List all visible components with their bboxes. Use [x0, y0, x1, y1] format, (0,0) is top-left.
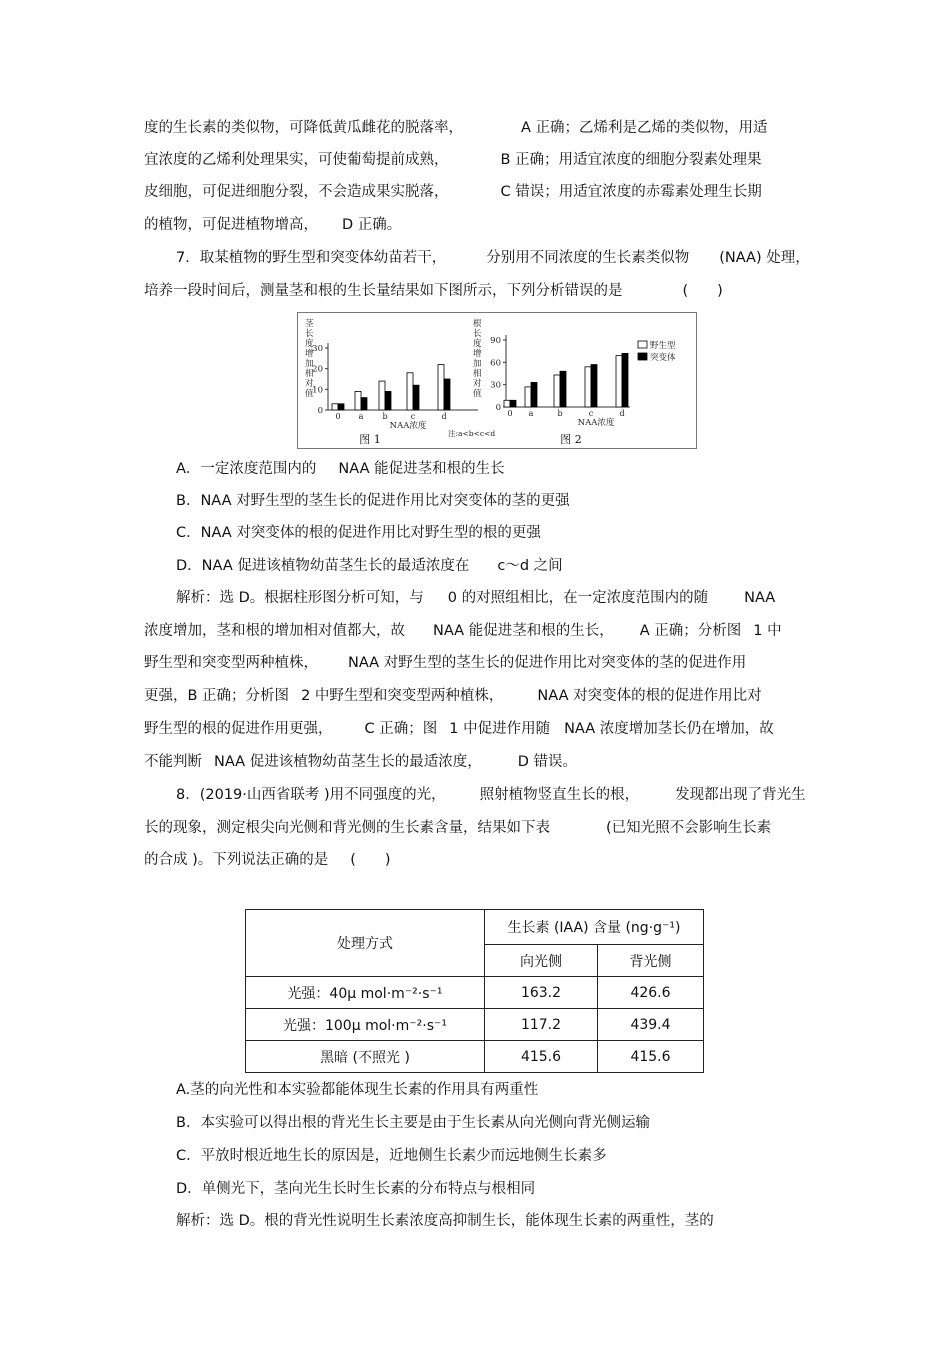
- value-cell: 426.6: [598, 977, 704, 1009]
- header-treatment: 处理方式: [246, 910, 485, 977]
- chart-y-tick-label: 30: [490, 380, 501, 391]
- chart-bar-wild-type: [585, 367, 591, 407]
- text-line: [144, 150, 762, 170]
- chart-x-tick-label: d: [441, 412, 447, 421]
- treatment-cell: 黑暗 (不照光 ): [246, 1041, 485, 1073]
- chart-y-tick-label: 0: [317, 406, 323, 416]
- text-span: 解析：选 D。根据柱形图分析可知，与: [176, 590, 424, 606]
- chart-bar-mutant: [361, 398, 367, 410]
- table-header-row: [246, 910, 704, 945]
- text-span: D 正确。: [342, 217, 402, 233]
- chart-bar-mutant: [385, 391, 391, 410]
- analysis-line: [144, 621, 782, 641]
- text-span: 的合成 )。下列说法正确的是: [144, 852, 329, 868]
- chart-y-tick-label: 10: [312, 385, 323, 396]
- iaa-table: [245, 909, 704, 1073]
- text-span: 解析：选 D。根的背光性说明生长素浓度高抑制生长，能体现生长素的两重性，茎的: [176, 1213, 714, 1229]
- text-span: ( ): [682, 283, 723, 299]
- option-d: [176, 1179, 535, 1199]
- value-cell: 439.4: [598, 1009, 704, 1041]
- text-span: A 正确；乙烯利是乙烯的类似物，用适: [521, 120, 768, 136]
- chart-bar-mutant: [444, 379, 450, 410]
- chart-bar-mutant: [531, 382, 537, 407]
- text-span: 0 的对照组相比，在一定浓度范围内的随: [447, 590, 709, 606]
- chart-bar-mutant: [510, 400, 516, 407]
- chart-bar-wild-type: [504, 400, 510, 407]
- chart-y-tick-label: 20: [312, 364, 323, 375]
- chart-x-tick-label: 0: [507, 409, 513, 418]
- text-span: (NAA) 处理，: [719, 250, 810, 266]
- chart-bar-mutant: [413, 385, 419, 410]
- text-span: C．NAA 对突变体的根的促进作用比对野生型的根的更强: [176, 525, 541, 541]
- value-cell: 415.6: [598, 1041, 704, 1073]
- text-span: A.茎的向光性和本实验都能体现生长素的作用具有两重性: [176, 1082, 539, 1098]
- analysis-line: [144, 686, 762, 706]
- text-span: 1 中: [753, 623, 782, 639]
- text-span: 度的生长素的类似物，可降低黄瓜雌花的脱落率，: [144, 120, 463, 136]
- chart-bar-wild-type: [379, 381, 385, 410]
- chart-y-axis-label: 根长度增加相对值: [473, 319, 482, 399]
- chart-x-tick-label: c: [410, 412, 416, 421]
- table-row: [246, 977, 704, 1009]
- text-span: 的植物，可促进植物增高，: [144, 217, 318, 233]
- text-line: [144, 118, 768, 138]
- text-span: A 正确；分析图: [639, 623, 742, 639]
- text-span: 野生型的根的促进作用更强，: [144, 721, 333, 737]
- text-span: 发现都出现了背光生: [675, 787, 806, 803]
- value-cell: 415.6: [485, 1041, 598, 1073]
- chart-x-tick-label: d: [619, 409, 625, 418]
- chart-bar-wild-type: [554, 375, 560, 407]
- text-span: (已知光照不会影响生长素: [606, 820, 772, 836]
- chart-y-tick-label: 90: [490, 336, 501, 346]
- chart-legend-swatch: [638, 341, 647, 348]
- option-c: [176, 1146, 607, 1166]
- chart-x-tick-label: a: [358, 412, 364, 421]
- text-span: C．平放时根近地生长的原因是，近地侧生长素少而远地侧生长素多: [176, 1148, 607, 1164]
- text-span: 照射植物竖直生长的根，: [479, 787, 640, 803]
- chart-y-tick-label: 0: [495, 403, 501, 413]
- table-row: [246, 1041, 704, 1073]
- text-span: 2 中野生型和突变型两种植株，: [301, 688, 504, 704]
- text-span: D．NAA 促进该植物幼苗茎生长的最适浓度在: [176, 558, 470, 574]
- chart-x-tick-label: c: [588, 409, 594, 418]
- option-a: [176, 1080, 538, 1100]
- header-iaa-content: 生长素 (IAA) 含量 (ng·g⁻¹): [485, 910, 704, 945]
- text-span: 不能判断: [144, 754, 202, 770]
- text-span: 长的现象，测定根尖向光侧和背光侧的生长素含量，结果如下表: [144, 820, 550, 836]
- figure-bar-charts: [297, 312, 697, 449]
- text-span: NAA 能促进茎和根的生长: [338, 461, 505, 477]
- text-span: 分别用不同浓度的生长素类似物: [486, 250, 690, 266]
- chart-y-tick-label: 60: [490, 358, 501, 369]
- text-span: A．一定浓度范围内的: [176, 461, 317, 477]
- option-d: [176, 556, 563, 576]
- text-span: 8．(2019·山西省联考 )用不同强度的光，: [176, 787, 446, 803]
- text-span: NAA 能促进茎和根的生长，: [433, 623, 614, 639]
- text-span: B．本实验可以得出根的背光生长主要是由于生长素从向光侧向背光侧运输: [176, 1115, 650, 1131]
- value-cell: 163.2: [485, 977, 598, 1009]
- text-span: B．NAA 对野生型的茎生长的促进作用比对突变体的茎的更强: [176, 493, 570, 509]
- chart-x-axis-label: NAA浓度: [577, 418, 615, 428]
- text-span: NAA 对突变体的根的促进作用比对: [537, 688, 762, 704]
- option-b: [176, 1113, 650, 1133]
- question-8-stem: [176, 785, 806, 805]
- text-span: NAA 对野生型的茎生长的促进作用比对突变体的茎的促进作用: [348, 655, 747, 671]
- analysis-line: [144, 653, 746, 673]
- chart-note: 注:a<b<c<d: [448, 429, 496, 438]
- text-span: NAA 浓度增加茎长仍在增加，故: [564, 721, 774, 737]
- chart-bar-wild-type: [525, 387, 531, 407]
- question-8-stem: [144, 818, 771, 838]
- chart-svg: [298, 313, 696, 448]
- chart-bar-mutant: [591, 365, 597, 407]
- treatment-cell: 光强：40μ mol·m⁻²·s⁻¹: [246, 977, 485, 1009]
- chart-x-tick-label: a: [528, 409, 534, 418]
- text-span: c～d 之间: [497, 558, 563, 574]
- text-span: 培养一段时间后，测量茎和根的生长量结果如下图所示，下列分析错误的是: [144, 283, 623, 299]
- text-span: ( ): [350, 852, 391, 868]
- chart-bar-wild-type: [332, 404, 338, 410]
- chart-y-tick-label: 30: [312, 344, 323, 354]
- text-span: 7．取某植物的野生型和突变体幼苗若干，: [176, 250, 447, 266]
- analysis-line: [144, 719, 774, 739]
- chart-title: 图 2: [560, 433, 582, 446]
- header-light-side: 向光侧: [485, 945, 598, 977]
- chart-title: 图 1: [359, 433, 381, 446]
- text-span: NAA: [744, 590, 776, 606]
- text-span: D．单侧光下，茎向光生长时生长素的分布特点与根相同: [176, 1181, 536, 1197]
- table-row: [246, 1009, 704, 1041]
- text-line: [144, 215, 401, 235]
- text-span: D 错误。: [517, 754, 577, 770]
- treatment-cell: 光强：100μ mol·m⁻²·s⁻¹: [246, 1009, 485, 1041]
- text-span: NAA 促进该植物幼苗茎生长的最适浓度，: [214, 754, 482, 770]
- analysis-line: [176, 588, 775, 608]
- option-c: [176, 523, 541, 543]
- chart-bar-mutant: [622, 353, 628, 407]
- chart-legend-label: 野生型: [650, 341, 676, 351]
- chart-x-tick-label: 0: [335, 412, 341, 421]
- text-span: 宜浓度的乙烯利处理果实，可使葡萄提前成熟，: [144, 152, 449, 168]
- chart-y-axis-label: 茎长度增加相对值: [305, 319, 314, 399]
- chart-x-tick-label: b: [557, 409, 563, 418]
- text-span: 皮细胞，可促进细胞分裂，不会造成果实脱落，: [144, 184, 449, 200]
- header-shade-side: 背光侧: [598, 945, 704, 977]
- value-cell: 117.2: [485, 1009, 598, 1041]
- text-span: 1 中促进作用随: [449, 721, 551, 737]
- text-span: B 正确；用适宜浓度的细胞分裂素处理果: [500, 152, 762, 168]
- chart-x-tick-label: b: [382, 412, 388, 421]
- analysis-line: [176, 1211, 714, 1231]
- chart-x-axis-label: NAA浓度: [389, 421, 427, 431]
- option-b: [176, 491, 570, 511]
- analysis-line: [144, 752, 577, 772]
- option-a: [176, 459, 505, 479]
- chart-legend-label: 突变体: [650, 353, 676, 363]
- chart-legend-swatch: [638, 353, 647, 360]
- question-8-stem: [144, 850, 391, 870]
- chart-bar-wild-type: [616, 356, 622, 407]
- chart-bar-wild-type: [438, 365, 444, 410]
- chart-bar-mutant: [338, 404, 344, 410]
- text-span: 浓度增加，茎和根的增加相对值都大，故: [144, 623, 405, 639]
- question-7-stem: [176, 248, 810, 268]
- text-span: C 错误；用适宜浓度的赤霉素处理生长期: [500, 184, 762, 200]
- chart-bar-wild-type: [355, 391, 361, 410]
- text-span: C 正确；图: [364, 721, 438, 737]
- chart-bar-wild-type: [407, 373, 413, 410]
- text-span: 野生型和突变型两种植株，: [144, 655, 318, 671]
- text-line: [144, 182, 762, 202]
- question-7-stem: [144, 281, 723, 301]
- text-span: 更强，B 正确；分析图: [144, 688, 290, 704]
- chart-bar-mutant: [560, 371, 566, 407]
